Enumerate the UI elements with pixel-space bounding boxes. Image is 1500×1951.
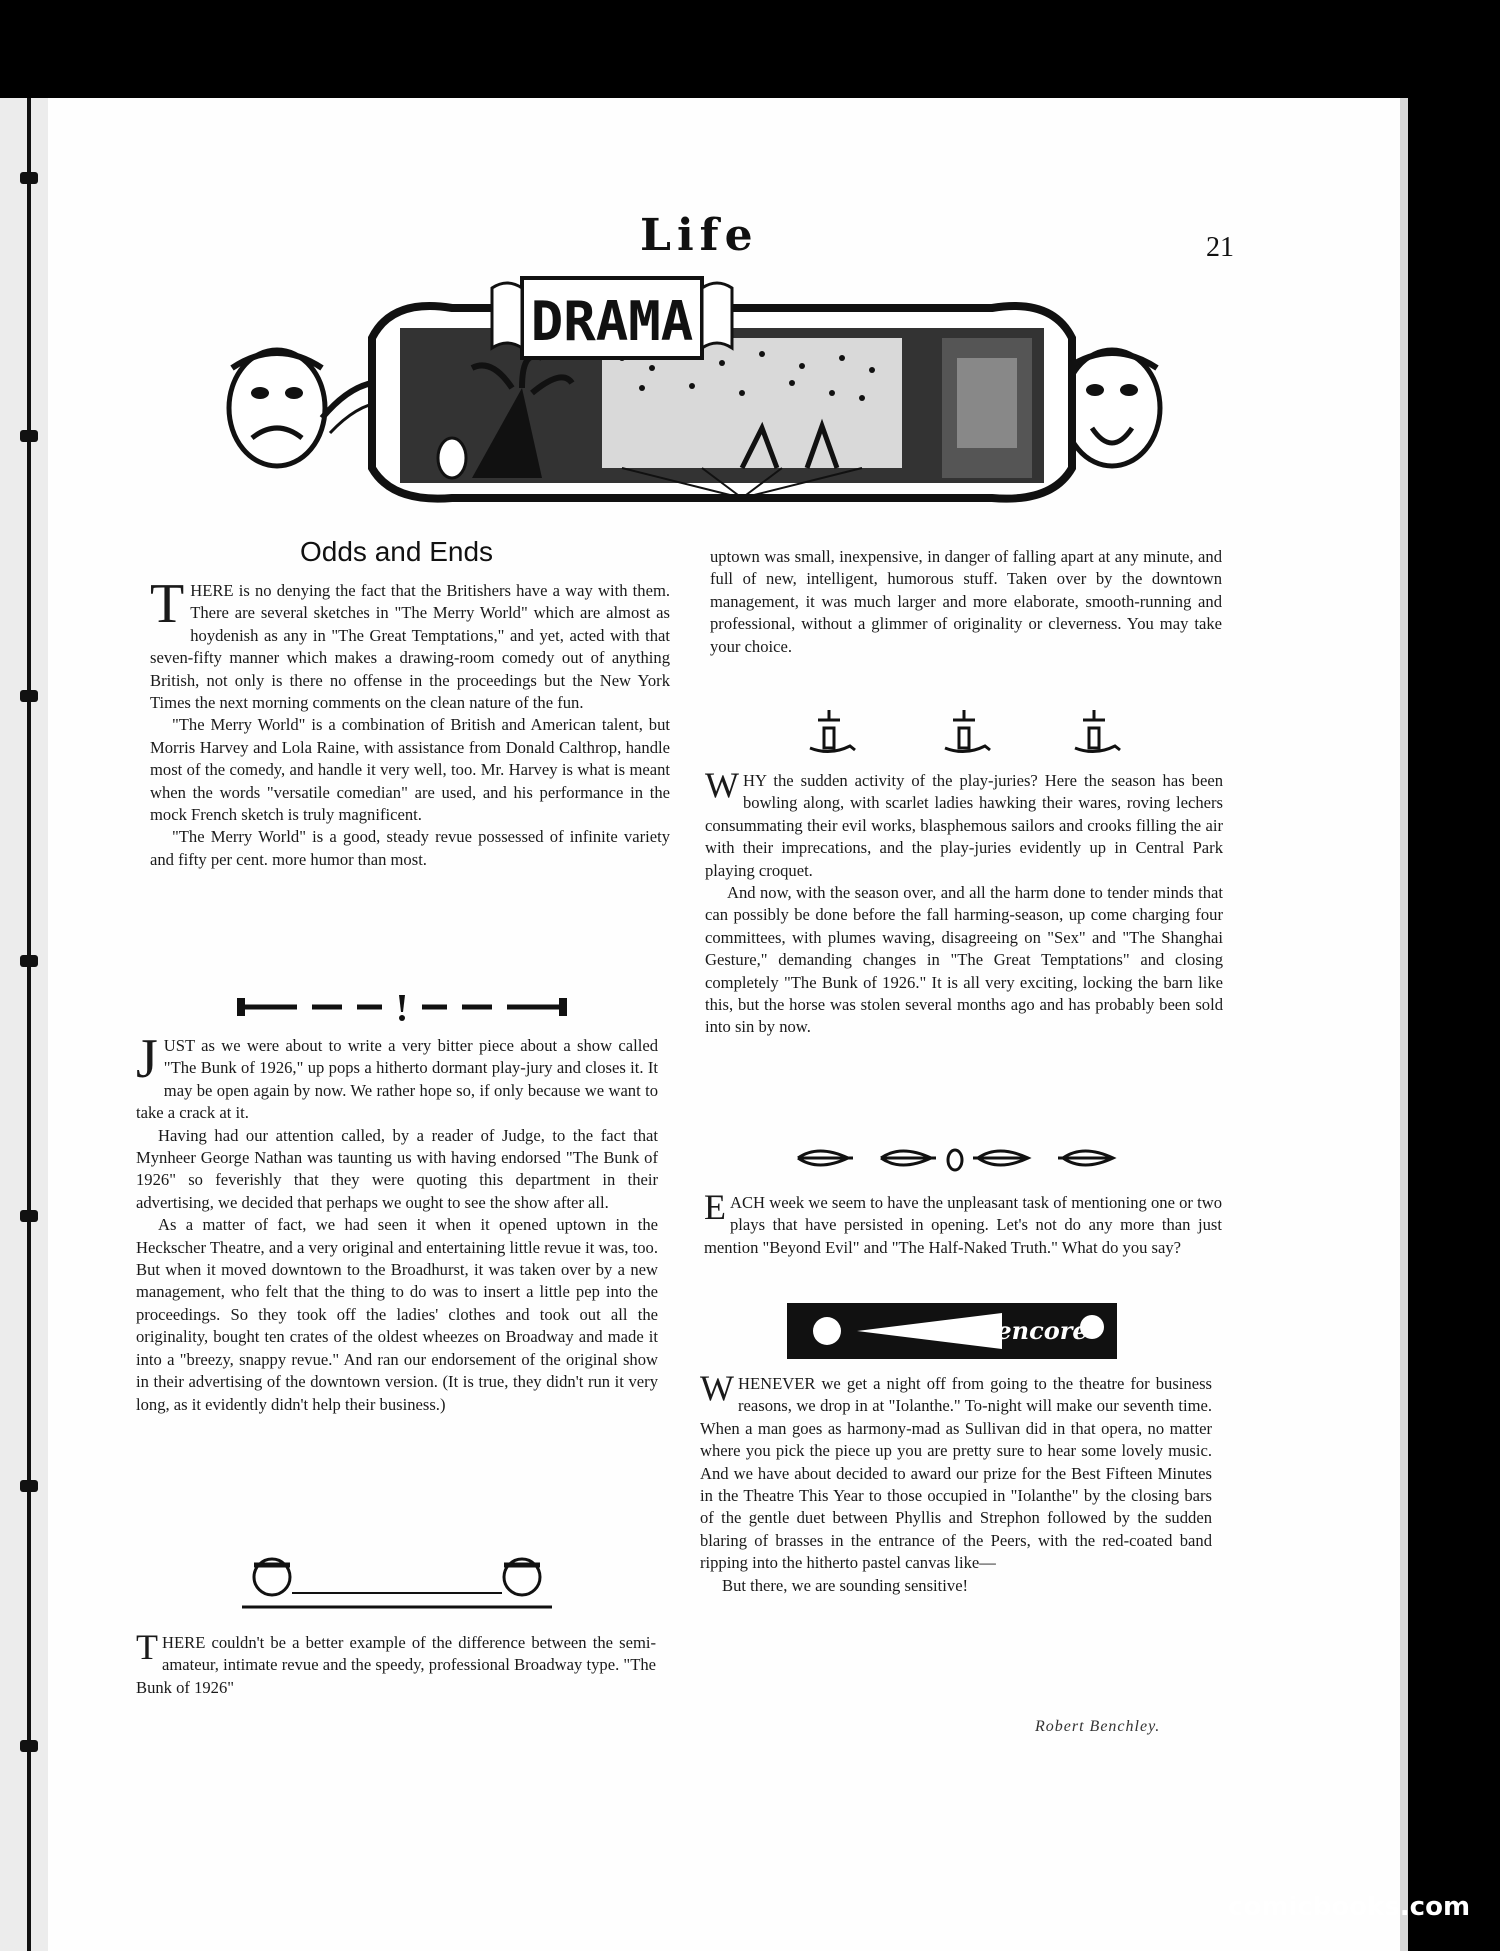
sword-ornament-icon: [237, 992, 567, 1022]
right-column-bottom: [700, 1368, 1212, 1597]
left-column: [150, 573, 670, 871]
paragraph-text: UST as we were about to write a very bitter piece about a show called "The Bunk of 1926," up pops a hitherto dormant play-jury and closes it. It may be open again by now. We rather hope so, if only because we want to take a crack at it.: [136, 1036, 658, 1123]
article-title: Odds and Ends: [300, 536, 494, 567]
drop-cap: J: [136, 1028, 158, 1090]
binding-stitch: [20, 690, 38, 702]
candle-ornament-icon: [800, 706, 1135, 758]
binding-stitch: [20, 1740, 38, 1752]
paragraph: [136, 1627, 656, 1699]
drop-cap: T: [150, 573, 185, 635]
watermark: comicbooks.com: [1228, 1892, 1471, 1922]
paragraph: But there, we are sounding sensitive!: [722, 1575, 969, 1595]
page-number: 21: [1206, 232, 1234, 263]
binding-stitch: [20, 1480, 38, 1492]
paragraph: uptown was small, inexpensive, in danger of falling apart at any minute, and full of new, intelligent, humorous stuff. Taken over by the downtown management, it was much larger and more elaborate, smooth-running and professional, without a glimmer of originality or cleverness. You may take your choice.: [710, 547, 1222, 656]
drop-cap: T: [136, 1627, 158, 1667]
binding-stitch: [20, 172, 38, 184]
comedy-mask-icon: [1064, 350, 1160, 466]
binding-line: [27, 98, 31, 1951]
paragraph: As a matter of fact, we had seen it when it opened uptown in the Heckscher Theatre, and a very original and entertaining little revue it was, too. But when it moved downtown to the Broadhurst, it was taken over by a new management, who felt that the thing to do was to insert a little pep into the proceedings. So they took off the ladies' clothes and took out all the originality, bought ten crates of the oldest wheezes on Broadway and made it into a "breezy, snappy revue." And ran our endorsement of the original show in their advertising of the downtown version. (It is true, they didn't run it very long, as it evidently didn't help their business.): [136, 1215, 658, 1414]
right-column: [710, 546, 1222, 658]
masthead: Life: [640, 210, 759, 261]
tug-of-war-illustration-icon: [232, 1555, 562, 1617]
left-column-bottom: [136, 1627, 656, 1699]
paragraph: [700, 1368, 1212, 1575]
author-signature: Robert Benchley.: [1035, 1718, 1161, 1735]
paragraph: [704, 1187, 1222, 1259]
right-column-lower: [704, 1187, 1222, 1259]
oak-leaf-ornament-icon: [793, 1140, 1123, 1176]
paragraph-text: HERE is no denying the fact that the Britishers have a way with them. There are several sketches in "The Merry World" which are almost as hoydenish as any in "The Great Temptations," and yet, acted with that seven-fifty manner which makes a drawing-room comedy out of anything British, not only is there no offense in the proceedings but the New York Times the next morning comments on the clean nature of the fun.: [150, 581, 670, 713]
drop-cap: E: [704, 1187, 726, 1227]
facing-page-edge: [0, 98, 48, 1951]
right-column-mid: [705, 765, 1223, 1039]
paragraph: And now, with the season over, and all the harm done to tender minds that can possibly be done before the fall harming-season, up come charging four committees, with plumes waving, disagreeing on "Sex" and "The Shanghai Gesture," demanding changes in "The Great Temptations" and closing completely "The Bunk of 1926." It is all very exciting, locking the barn like this, but the horse was stolen several months ago and has probably been sold into sin by now.: [705, 883, 1223, 1037]
paragraph-text: HENEVER we get a night off from going to the theatre for business reasons, we drop in at "Iolanthe." To-night will make our seventh time. When a man goes as harmony-mad as Sullivan did in that opera, no matter where you pick the piece up you are pretty sure to hear some lovely music. And we have about decided to award our prize for the Best Fifteen Minutes in the Theatre This Year to those occupied in "Iolanthe" by the closing bars of the gentle duet between Phyllis and Strephon followed by the sudden blaring of brasses in the entrance of the Peers, with the red-coated band ripping into the hitherto pastel canvas like—: [700, 1374, 1212, 1573]
binding-stitch: [20, 1210, 38, 1222]
encore-label: encore: [996, 1316, 1088, 1345]
tragedy-mask-icon: [229, 350, 325, 466]
paragraph-text: HY the sudden activity of the play-juries? Here the season has been bowling along, with scarlet ladies hawking their wares, roving lechers consummating their evil works, blasphemous sailors and crooks filling the air with their imprecations, and the play-juries evidently up in Central Park playing croquet.: [705, 771, 1223, 880]
drop-cap: W: [700, 1368, 734, 1408]
paragraph: "The Merry World" is a good, steady revue possessed of infinite variety and fifty per cent. more humor than most.: [150, 827, 670, 869]
paragraph-text: HERE couldn't be a better example of the difference between the semi-amateur, intimate revue and the speedy, professional Broadway type. "The Bunk of 1926": [136, 1633, 656, 1697]
paragraph: [150, 573, 670, 714]
left-column-lower: [136, 1028, 658, 1416]
binding-stitch: [20, 955, 38, 967]
drop-cap: W: [705, 765, 739, 805]
page-right-edge: [1400, 98, 1408, 1951]
paragraph: [705, 765, 1223, 882]
binding-stitch: [20, 430, 38, 442]
banner-label: DRAMA: [530, 290, 694, 353]
paragraph: Having had our attention called, by a reader of Judge, to the fact that Mynheer George Nathan was taunting us with having endorsed "The Bunk of 1926" so feverishly that they were quoting this department in their advertising, we decided that perhaps we ought to see the show after all.: [136, 1125, 658, 1212]
paragraph: "The Merry World" is a combination of British and American talent, but Morris Harvey and Lola Raine, with assistance from Donald Calthrop, handle most of the comedy, and handle it very well, too. Mr. Harvey is what is meant when the words "versatile comedian" are used, and his performance in the mock French sketch is truly magnificent.: [150, 715, 670, 825]
paragraph: [136, 1028, 658, 1125]
paragraph-text: ACH week we seem to have the unpleasant task of mentioning one or two plays that have persisted in opening. Let's not do any more than just mention "Beyond Evil" and "The Half-Naked Truth." What do you say?: [704, 1193, 1222, 1257]
drama-banner-illustration: [222, 268, 1222, 518]
encore-banner: [787, 1303, 1117, 1359]
